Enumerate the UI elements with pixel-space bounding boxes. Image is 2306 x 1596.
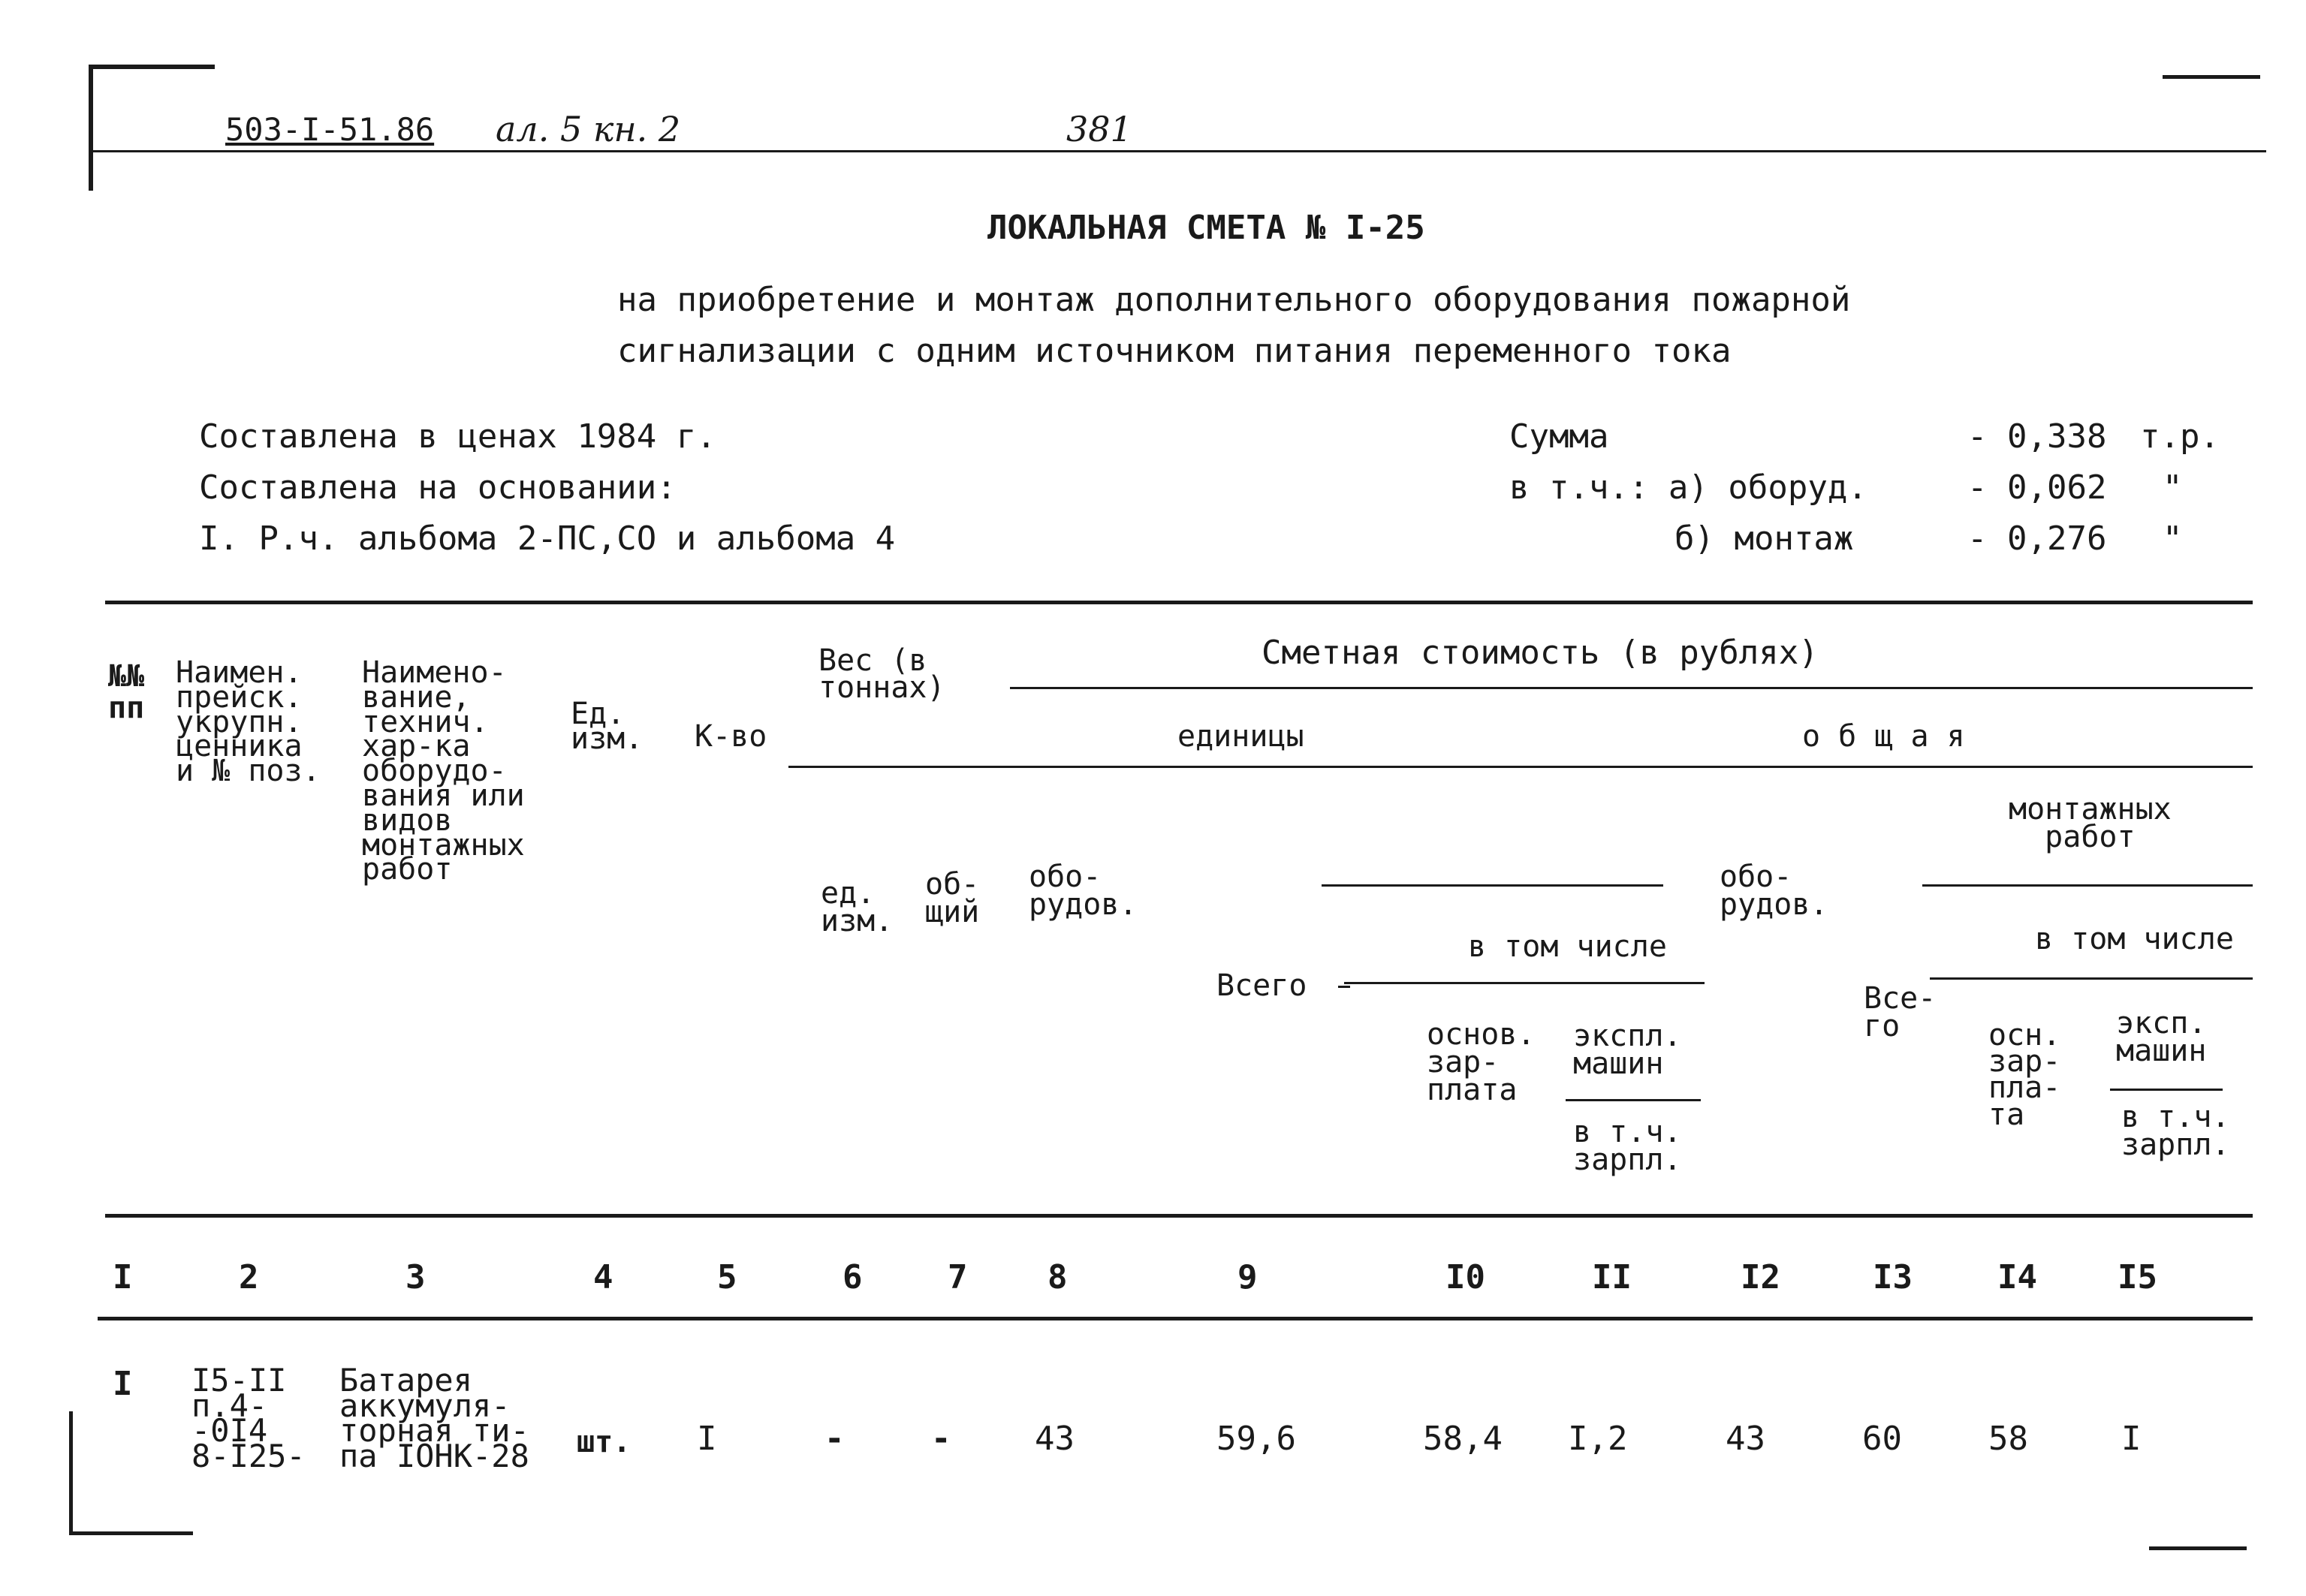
header-all: Всего — [1216, 968, 1307, 1003]
col-number-2: 2 — [239, 1258, 259, 1296]
table-top-rule — [105, 601, 2253, 604]
header-unit: Ед. изм. — [571, 697, 644, 756]
col-number-13: I3 — [1873, 1258, 1913, 1296]
col-number-14: I4 — [1997, 1258, 2037, 1296]
col-numbers-rule — [98, 1317, 2253, 1320]
row-equip: 43 — [1035, 1420, 1075, 1458]
info-basis: Составлена на основании: — [199, 468, 677, 507]
col-number-8: 8 — [1047, 1258, 1068, 1296]
header-incl-total: в том числе — [2035, 922, 2234, 956]
row-num: I — [113, 1365, 133, 1403]
doc-note: ал. 5 кн. 2 — [496, 109, 681, 149]
row-base-pay-total: 58 — [1988, 1420, 2028, 1458]
header-incl: в том числе — [1468, 929, 1667, 964]
sum-label: Сумма — [1509, 417, 1609, 456]
col-number-15: I5 — [2118, 1258, 2157, 1296]
sum-value: - 0,338 — [1967, 417, 2107, 456]
row-all: 59,6 — [1216, 1420, 1296, 1458]
info-prices-year: Составлена в ценах 1984 г. — [199, 417, 716, 456]
header-item-name: Наимено- вание, технич. хар-ка оборудо- вания или видов монтажных работ — [362, 655, 525, 887]
row-equip-total: 43 — [1726, 1420, 1765, 1458]
corner-mark-bottom-right — [2149, 1546, 2247, 1550]
header-machines-pay-total: в т.ч. зарпл. — [2121, 1100, 2230, 1162]
col-number-10: I0 — [1445, 1258, 1485, 1296]
info-source: I. Р.ч. альбома 2-ПС,СО и альбома 4 — [199, 519, 896, 558]
header-num: №№ пп — [108, 659, 145, 725]
header-all-total: Все- го — [1864, 981, 1937, 1043]
subtitle-line-1: на приобретение и монтаж дополнительного оборудования пожарной — [617, 281, 1851, 319]
install-label: б) монтаж — [1674, 519, 1854, 558]
unit-machines-rule — [1566, 1099, 1701, 1101]
col-number-6: 6 — [843, 1258, 863, 1296]
col-number-3: 3 — [405, 1258, 426, 1296]
header-unit-group: единицы — [1177, 719, 1304, 754]
row-price-ref: I5-II п.4- -0I4 8-I25- — [191, 1362, 306, 1474]
doc-code: 503-I-51.86 — [225, 111, 435, 148]
corner-mark-top-right — [2163, 75, 2260, 79]
header-cost-group: Сметная стоимость (в рублях) — [1262, 634, 1819, 672]
equip-value: - 0,062 — [1967, 468, 2107, 507]
row-base-pay: 58,4 — [1423, 1420, 1503, 1458]
header-qty: К-во — [695, 719, 767, 754]
header-price-name: Наимен. прейск. укрупн. ценника и № поз. — [176, 655, 321, 789]
header-machines-total: эксп. машин — [2116, 1006, 2207, 1068]
row-machines-total: I — [2121, 1420, 2142, 1458]
header-machines-pay: в т.ч. зарпл. — [1573, 1115, 1682, 1177]
install-value: - 0,276 — [1967, 519, 2107, 558]
header-base-pay: основ. зар- плата — [1427, 1017, 1536, 1107]
col-number-5: 5 — [717, 1258, 737, 1296]
row-weight-unit: - — [824, 1420, 845, 1458]
header-rule — [89, 150, 2266, 152]
col-number-4: 4 — [593, 1258, 613, 1296]
header-machines: экспл. машин — [1573, 1019, 1682, 1081]
header-weight-total: об- щий — [925, 867, 980, 929]
header-total-group: о б щ а я — [1802, 719, 1965, 754]
corner-mark-bottom-left-v — [69, 1411, 73, 1535]
header-bottom-rule — [105, 1214, 2253, 1218]
install-unit: " — [2163, 519, 2183, 558]
subgroup-rule — [788, 766, 2253, 768]
all-dash — [1338, 986, 1350, 988]
corner-mark-bottom-left-h — [69, 1531, 193, 1535]
header-weight-unit: ед. изм. — [821, 876, 894, 938]
page-number: 381 — [1066, 109, 1132, 149]
header-weight: Вес (в тоннах) — [818, 643, 945, 705]
header-install-group: монтажных работ — [2009, 792, 2172, 854]
row-machines: I,2 — [1568, 1420, 1628, 1458]
row-qty: I — [697, 1420, 717, 1458]
header-base-pay-total: осн. зар- пла- та — [1988, 1018, 2061, 1132]
corner-mark-top-left-v — [89, 65, 93, 191]
corner-mark-top-left-h — [89, 65, 215, 69]
install-rule — [1922, 884, 2253, 887]
sum-unit: т.р. — [2140, 417, 2220, 456]
row-all-total: 60 — [1862, 1420, 1902, 1458]
total-incl-rule — [1930, 977, 2253, 980]
cost-group-rule — [1010, 687, 2253, 689]
unit-incl-rule-top — [1322, 884, 1663, 887]
col-number-1: I — [113, 1258, 133, 1296]
subtitle-line-2: сигнализации с одним источником питания переменного тока — [617, 332, 1732, 370]
row-weight-total: - — [931, 1420, 951, 1458]
col-number-11: II — [1592, 1258, 1632, 1296]
header-equip: обо- рудов. — [1029, 860, 1138, 922]
col-number-12: I2 — [1741, 1258, 1780, 1296]
col-number-9: 9 — [1237, 1258, 1258, 1296]
header-equip-total: обо- рудов. — [1720, 860, 1828, 922]
page-title: ЛОКАЛЬНАЯ СМЕТА № I-25 — [987, 209, 1425, 247]
row-unit: шт. — [577, 1425, 632, 1459]
equip-unit: " — [2163, 468, 2183, 507]
col-number-7: 7 — [948, 1258, 968, 1296]
total-machines-rule — [2110, 1089, 2223, 1091]
incl-equip-label: в т.ч.: а) оборуд. — [1509, 468, 1867, 507]
unit-incl-rule-bottom — [1344, 982, 1705, 984]
row-item-name: Батарея аккумуля- торная ти- па IOНК-28 — [339, 1362, 529, 1474]
